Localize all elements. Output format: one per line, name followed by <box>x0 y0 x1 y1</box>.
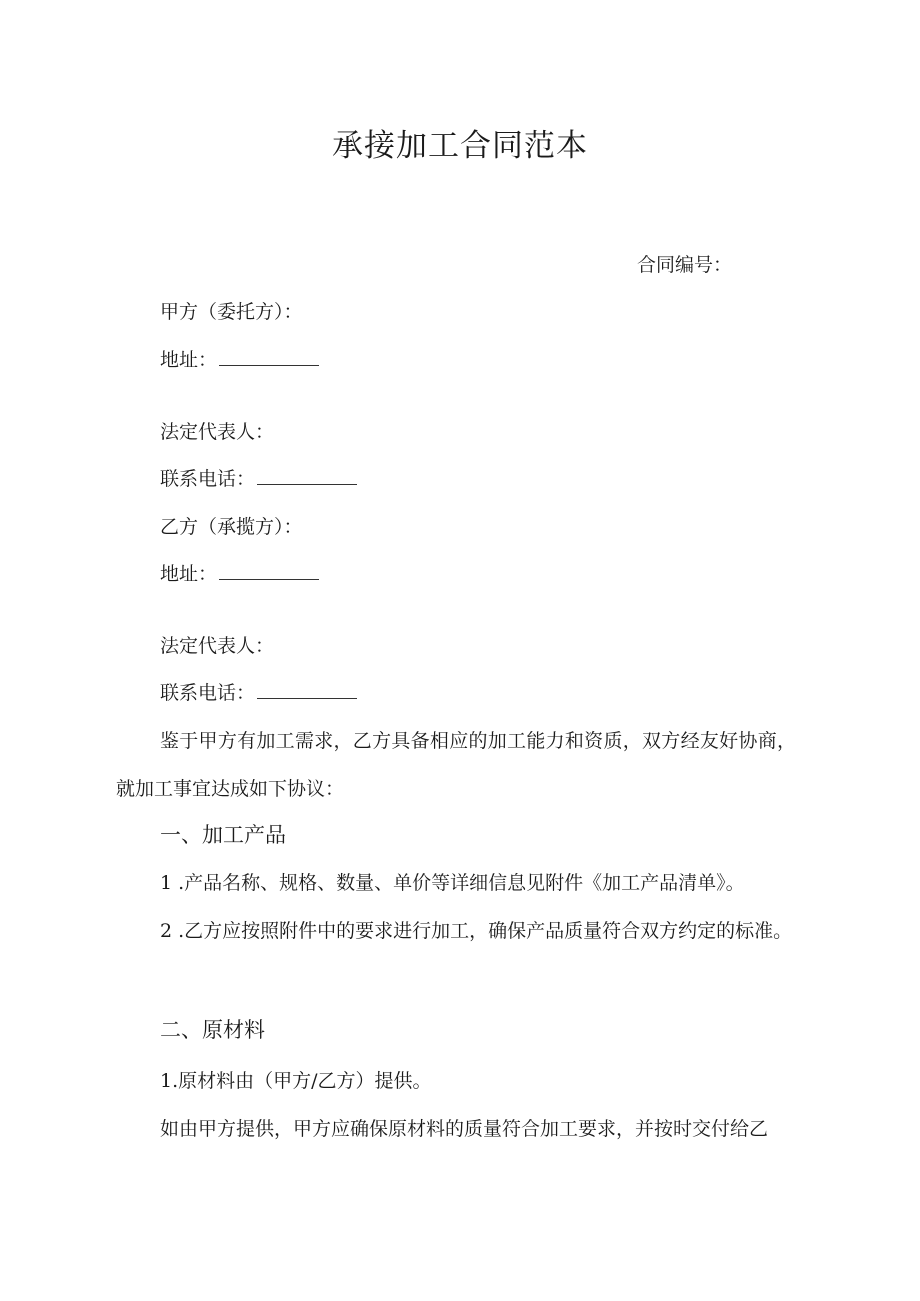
party-b-phone <box>160 678 357 708</box>
party-a-address-label: 地址： <box>160 349 218 371</box>
party-b-address-blank <box>219 565 319 580</box>
party-a-label: 甲方（委托方）： <box>160 301 303 323</box>
party-b-address <box>160 559 319 589</box>
section-1-item-2: 2 .乙方应按照附件中的要求进行加工，确保产品质量符合双方约定的标准。 <box>160 920 793 942</box>
section-2-item-1-detail: 如由甲方提供，甲方应确保原材料的质量符合加工要求，并按时交付给乙 <box>160 1118 769 1140</box>
document-title: 承接加工合同范本 <box>332 128 588 164</box>
party-a-legal-rep-label: 法定代表人： <box>160 421 275 443</box>
preamble-paragraph: 鉴于甲方有加工需求，乙方具备相应的加工能力和资质，双方经友好协商，就加工事宜达成如下协议： <box>116 730 796 800</box>
party-a-address <box>160 345 319 375</box>
party-b-label: 乙方（承揽方）： <box>160 516 303 538</box>
party-a-address-blank <box>219 351 319 366</box>
party-b-address-label: 地址： <box>160 563 218 585</box>
party-a-phone-label: 联系电话： <box>160 468 256 490</box>
party-b-phone-blank <box>257 684 357 699</box>
party-a-phone-blank <box>257 470 357 485</box>
section-1-item-1: 1 .产品名称、规格、数量、单价等详细信息见附件《加工产品清单》。 <box>160 872 745 894</box>
party-a-phone <box>160 464 357 494</box>
section-1-heading: 一、加工产品 <box>160 823 286 847</box>
contract-number-label: 合同编号： <box>637 254 733 276</box>
party-b-legal-rep-label: 法定代表人： <box>160 635 275 657</box>
party-b-phone-label: 联系电话： <box>160 682 256 704</box>
section-2-heading: 二、原材料 <box>160 1018 265 1042</box>
section-2-item-1: 1.原材料由（甲方/乙方）提供。 <box>160 1070 432 1092</box>
